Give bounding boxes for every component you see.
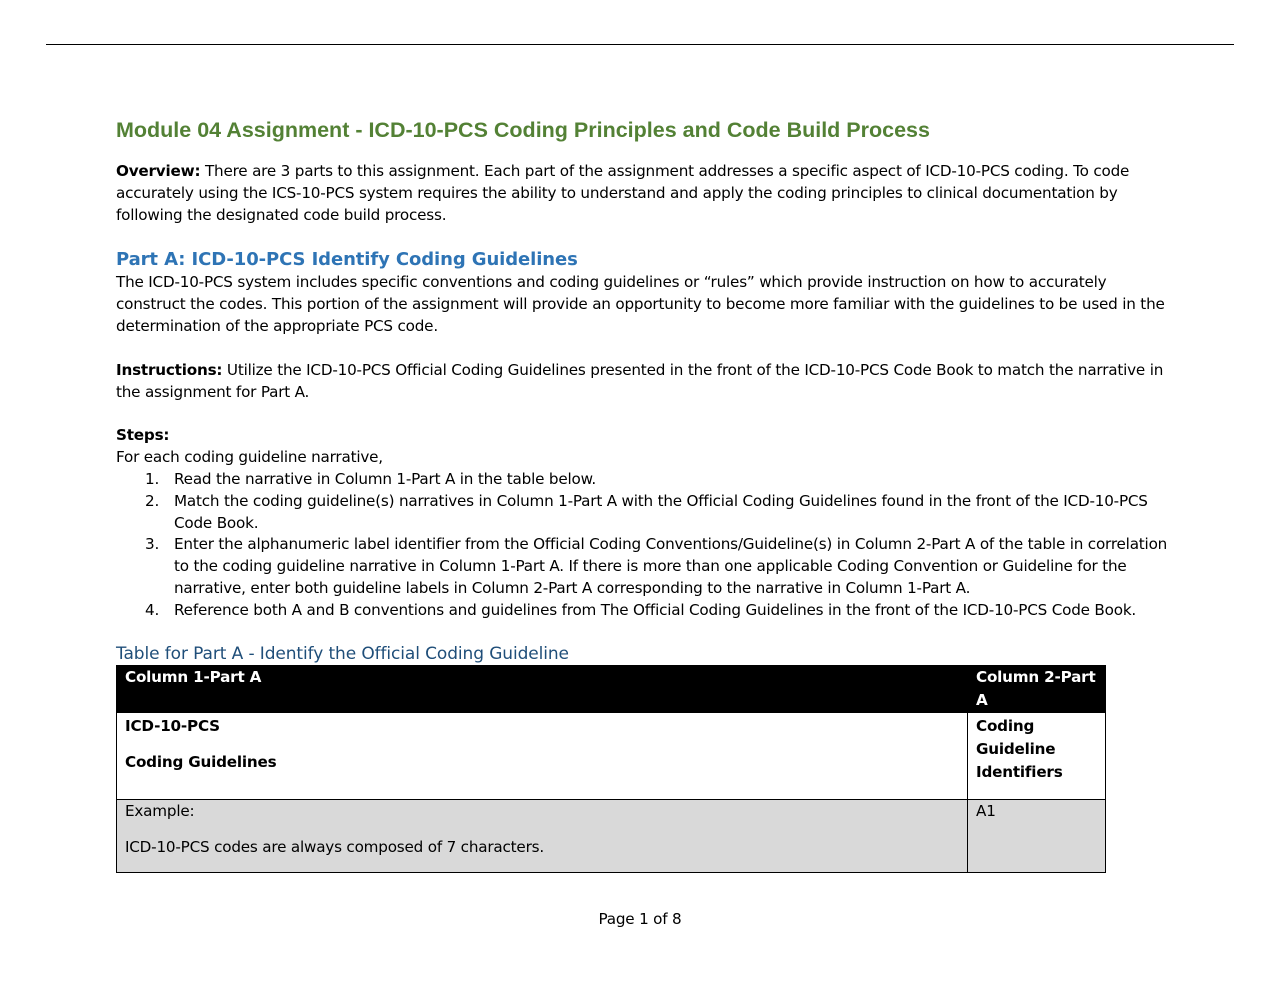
part-a-intro: The ICD-10-PCS system includes specific conventions and coding guidelines or “rules” which provide instruction on how to accurately construct the codes. This portion of the assignment will provide an opportunity to become more familiar with the guidelines to be used in the determination of the appropriate PCS code. xyxy=(116,273,1165,335)
overview-label: Overview: xyxy=(116,162,201,180)
column-2-header: Column 2-Part A xyxy=(968,665,1106,712)
example-narrative-cell: Example: ICD-10-PCS codes are always composed of 7 characters. xyxy=(117,799,968,872)
column-1-header: Column 1-Part A xyxy=(117,665,968,712)
table-subheader-row xyxy=(117,712,1106,799)
step-item: Read the narrative in Column 1-Part A in the table below. xyxy=(174,469,597,488)
page-footer: Page 1 of 8 xyxy=(598,910,682,928)
document-title: Module 04 Assignment - ICD-10-PCS Coding Principles and Code Build Process xyxy=(116,118,930,142)
column-1-subheader: ICD-10-PCS Coding Guidelines xyxy=(117,712,968,799)
part-a-heading: Part A: ICD-10-PCS Identify Coding Guidelines xyxy=(116,249,578,271)
example-identifier-cell: A1 xyxy=(968,799,1106,872)
step-item: Reference both A and B conventions and guidelines from The Official Coding Guidelines in the front of the ICD-10-PCS Code Book. xyxy=(174,600,1137,619)
steps-list xyxy=(116,469,1176,622)
header-rule xyxy=(46,44,1234,45)
column-2-subheader: Coding Guideline Identifiers xyxy=(968,712,1106,799)
step-item: Match the coding guideline(s) narratives in Column 1-Part A with the Official Coding Guidelines found in the front of the ICD-10-PCS Code Book. xyxy=(174,491,1148,532)
document-body xyxy=(116,115,1176,873)
overview-text: There are 3 parts to this assignment. Each part of the assignment addresses a specific aspect of ICD-10-PCS coding. To code accurately using the ICS-10-PCS system requires the ability to understand and apply the coding principles to clinical documentation by following the designated code build process. xyxy=(116,162,1130,224)
overview-paragraph xyxy=(116,161,1176,226)
table-header-row xyxy=(117,665,1106,712)
instructions-text: Utilize the ICD-10-PCS Official Coding Guidelines presented in the front of the ICD-10-PCS Code Book to match the narrative in the assignment for Part A. xyxy=(116,360,1164,401)
instructions-label: Instructions: xyxy=(116,360,223,379)
step-item: Enter the alphanumeric label identifier from the Official Coding Conventions/Guideline(s) in Column 2-Part A of the table in correlation to the coding guideline narrative in Column 1-Part A. If there is more than one applicable Coding Convention or Guideline for the narrative, enter both guideline labels in Column 2-Part A corresponding to the narrative in Column 1-Part A. xyxy=(174,535,1168,597)
steps-intro: For each coding guideline narrative, xyxy=(116,448,383,467)
table-caption: Table for Part A - Identify the Official Coding Guideline xyxy=(116,643,569,664)
instructions-paragraph xyxy=(116,360,1176,404)
steps-label: Steps: xyxy=(116,426,170,445)
table-row xyxy=(117,799,1106,872)
guideline-table xyxy=(116,665,1106,873)
